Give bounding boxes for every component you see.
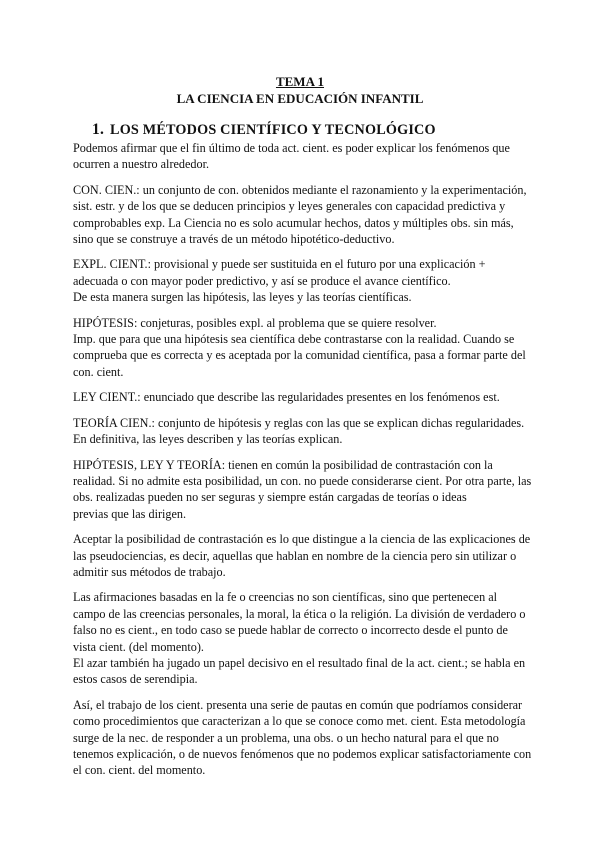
text-line: HIPÓTESIS, LEY Y TEORÍA: tienen en común la posibilidad de contrastación con la [73,457,493,472]
text-line: previas que las dirigen. [73,506,187,521]
text-line: sino que se construye a través de un método hipotético-deductivo. [73,232,395,247]
text-line: vista cient. (del momento). [73,639,204,654]
text-line: TEORÍA CIEN.: conjunto de hipótesis y reglas con las que se explican dichas regularidades. [73,415,525,430]
text-line: Aceptar la posibilidad de contrastación es lo que distingue a la ciencia de las explicaciones de [73,532,531,547]
paragraph [73,457,532,523]
paragraph [73,315,529,381]
text-line: comprueba que es correcta y es aceptada por la comunidad científica, pasa a formar parte del [73,348,526,363]
text-line: obs. realizadas pueden no ser seguras y siempre están cargadas de teorías o ideas [73,490,467,505]
text-line: el con. cient. del momento. [73,763,206,778]
text-line: Podemos afirmar que el fin último de toda act. cient. es poder explicar los fenómenos que [73,141,510,155]
text-line: con. cient. [73,364,124,379]
text-line: HIPÓTESIS: conjeturas, posibles expl. al problema que se quiere resolver. [73,315,437,330]
paragraph [73,140,529,173]
paragraph [73,697,532,779]
text-line: adecuada o con mayor poder predictivo, y así se produce el avance científico. [73,273,451,288]
paragraph [73,256,529,305]
document-header [0,73,600,107]
topic-number: TEMA 1 [275,74,325,89]
document-body [73,140,532,788]
text-line: realidad. Si no admite esta posibilidad, un con. no puede considerarse cient. Por otra parte, las [73,473,532,488]
document-title: LA CIENCIA EN EDUCACIÓN INFANTIL [176,91,424,106]
text-line: estos casos de serendipia. [73,672,198,687]
text-line: admitir sus métodos de trabajo. [73,564,226,579]
text-line: campo de las creencias personales, la moral, la ética o la religión. La división de verdadero o [73,606,526,621]
text-line: comprobables exp. La Ciencia no es solo acumular hechos, datos y múltiples obs. sin más, [73,215,514,230]
text-line: EXPL. CIENT.: provisional y puede ser sustituida en el futuro por una explicación + [73,257,486,272]
text-line: En definitiva, las leyes describen y las teorías explican. [73,432,343,447]
section-number: 1. [92,121,105,138]
text-line: ocurren a nuestro alrededor. [73,157,210,172]
paragraph [73,389,529,405]
text-line: las pseudociencias, es decir, aquellas que hablan en nombre de la ciencia pero sin utilizar o [73,548,517,563]
text-line: como procedimientos que caracterizan a lo que se conoce como met. cient. Esta metodología [73,714,526,729]
text-line: falso no es cient., en todo caso se puede hablar de correcto o incorrecto desde el punto de [73,623,508,638]
paragraph [73,589,529,687]
text-line: sist. estr. y de los que se deducen principios y leyes generales con capacidad predictiva y [73,199,506,214]
text-line: Las afirmaciones basadas en la fe o creencias no son científicas, sino que pertenecen al [73,590,498,605]
text-line: Imp. que para que una hipótesis sea científica debe contrastarse con la realidad. Cuando se [73,332,515,347]
text-line: De esta manera surgen las hipótesis, las leyes y las teorías científicas. [73,290,412,305]
text-line: El azar también ha jugado un papel decisivo en el resultado final de la act. cient.; se habla en [73,655,526,670]
paragraph [73,182,529,248]
text-line: CON. CIEN.: un conjunto de con. obtenidos mediante el razonamiento y la experimentación, [73,182,527,197]
text-line: surge de la nec. de responder a un problema, una obs. o un hecho natural para el que no [73,730,499,745]
section-heading [92,121,436,139]
paragraph [73,531,529,580]
text-line: Así, el trabajo de los cient. presenta una serie de pautas en común que podríamos considerar [73,697,523,712]
section-title: LOS MÉTODOS CIENTÍFICO Y TECNOLÓGICO [110,122,436,138]
text-line: tenemos explicación, o de nuevos fenómenos que no podemos explicar satisfactoriamente con [73,747,532,761]
paragraph [73,415,529,448]
text-line: LEY CIENT.: enunciado que describe las regularidades presentes en los fenómenos est. [73,390,500,405]
